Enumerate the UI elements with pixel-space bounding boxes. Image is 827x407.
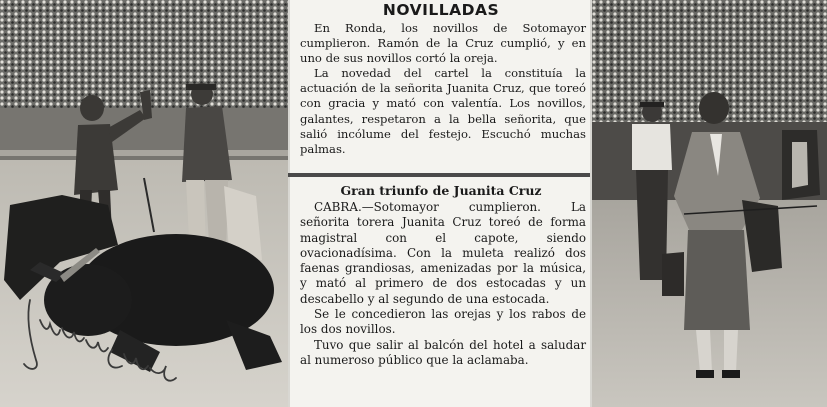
bottom-article-paragraph: CABRA.—Sotomayor cumplieron. La señorita torera Juanita Cruz toreó de forma magistral con el capote, siendo ovacionadísima. Con la muleta realizó dos faenas grandiosas, amenizadas por la música, y mató al primero de dos estocadas y un descabello y al segundo de una estocada. <box>300 200 586 306</box>
bottom-article-paragraph: Tuvo que salir al balcón del hotel a saludar al numeroso público que la aclamaba. <box>300 337 586 367</box>
bullfight-photo-drawing <box>0 0 288 407</box>
bottom-article-headline: Gran triunfo de Juanita Cruz <box>340 183 542 198</box>
bottom-article-paragraph: Se le concedieron las orejas y los rabos de los dos novillos. <box>300 307 586 337</box>
top-newspaper-clipping <box>290 0 592 173</box>
bottom-newspaper-clipping <box>290 177 592 407</box>
bullfight-photo <box>0 0 288 407</box>
bottom-article-body <box>290 200 592 368</box>
walking-woman-photo-drawing <box>592 0 827 407</box>
top-article-headline: NOVILLADAS <box>382 1 500 19</box>
top-article-body <box>290 21 592 157</box>
top-article-paragraph: La novedad del cartel la constituía la actuación de la señorita Juanita Cruz, que toreó con gracia y mató con valentía. Los novillos, galantes, respetaron a la bella señorita, que salió incólume del festejo. Escuchó muchas palmas. <box>300 66 586 156</box>
walking-woman-photo <box>592 0 827 407</box>
top-article-paragraph: En Ronda, los novillos de Sotomayor cumplieron. Ramón de la Cruz cumplió, y en uno de sus novillos cortó la oreja. <box>300 21 586 66</box>
